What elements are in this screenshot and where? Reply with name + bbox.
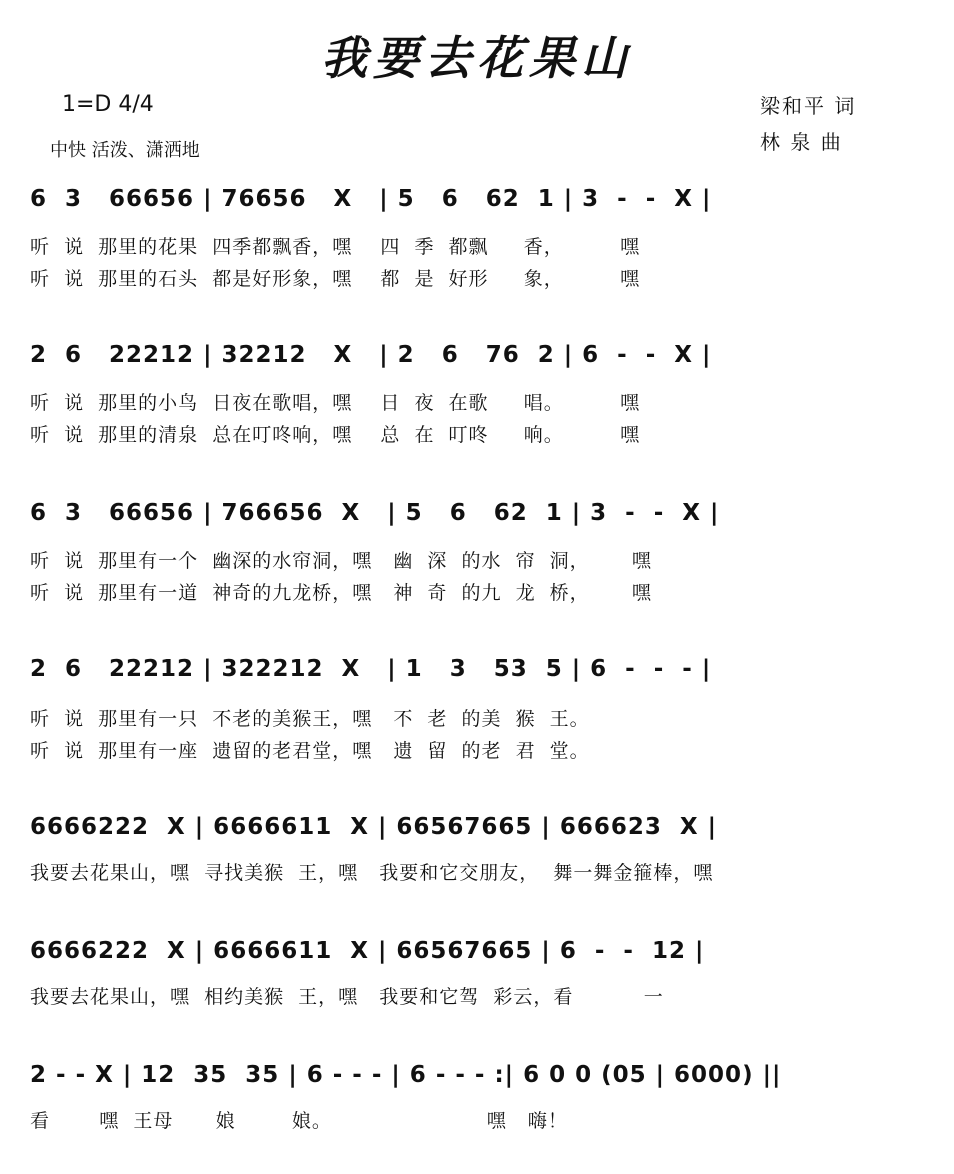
lyric-line: 我要去花果山，嘿 相约美猴 王，嘿 我要和它驾 彩云，看 一 [30, 986, 664, 1008]
notation-row: 2 - - X | 12 35 35 | 6 - - - | 6 - - - :| 6 0 0 (05 | 6000) || [30, 1062, 782, 1088]
notation-row: 6666222 X | 6666611 X | 66567665 | 6 - - 12 | [30, 938, 705, 964]
lyric-line: 听 说 那里有一座 遗留的老君堂，嘿 遗 留 的老 君 堂。 [30, 740, 590, 762]
tempo-marking: 中快 活泼、潇洒地 [50, 140, 200, 161]
song-title: 我要去花果山 [321, 31, 633, 85]
lyric-line: 听 说 那里有一道 神奇的九龙桥，嘿 神 奇 的九 龙 桥， 嘿 [30, 582, 652, 604]
notation-row: 6666222 X | 6666611 X | 66567665 | 666623 X | [30, 814, 717, 840]
notation-row: 6 3 66656 | 76656 X | 5 6 62 1 | 3 - - X | [30, 186, 712, 212]
lyric-line: 听 说 那里的花果 四季都飘香，嘿 四 季 都飘 香， 嘿 [30, 236, 641, 258]
lyric-line: 听 说 那里的小鸟 日夜在歌唱，嘿 日 夜 在歌 唱。 嘿 [30, 392, 641, 414]
notation-row: 2 6 22212 | 32212 X | 2 6 76 2 | 6 - - X | [30, 342, 712, 368]
lyric-line: 听 说 那里有一个 幽深的水帘洞，嘿 幽 深 的水 帘 洞， 嘿 [30, 550, 652, 572]
lyric-line: 我要去花果山，嘿 寻找美猴 王，嘿 我要和它交朋友， 舞一舞金箍棒，嘿 [30, 862, 714, 884]
lyric-line: 听 说 那里的清泉 总在叮咚响，嘿 总 在 叮咚 响。 嘿 [30, 424, 641, 446]
lyric-line: 听 说 那里有一只 不老的美猴王，嘿 不 老 的美 猴 王。 [30, 708, 590, 730]
lyric-line: 看 嘿 王母 娘 娘。 嘿 嗨！ [30, 1110, 568, 1132]
lyric-line: 听 说 那里的石头 都是好形象，嘿 都 是 好形 象， 嘿 [30, 268, 641, 290]
notation-row: 2 6 22212 | 322212 X | 1 3 53 5 | 6 - - - | [30, 656, 712, 682]
composer-credit: 林 泉 曲 [760, 130, 843, 154]
lyricist-credit: 梁和平 词 [760, 94, 857, 118]
key-signature: 1=D 4/4 [62, 92, 154, 117]
notation-row: 6 3 66656 | 766656 X | 5 6 62 1 | 3 - - X | [30, 500, 720, 526]
